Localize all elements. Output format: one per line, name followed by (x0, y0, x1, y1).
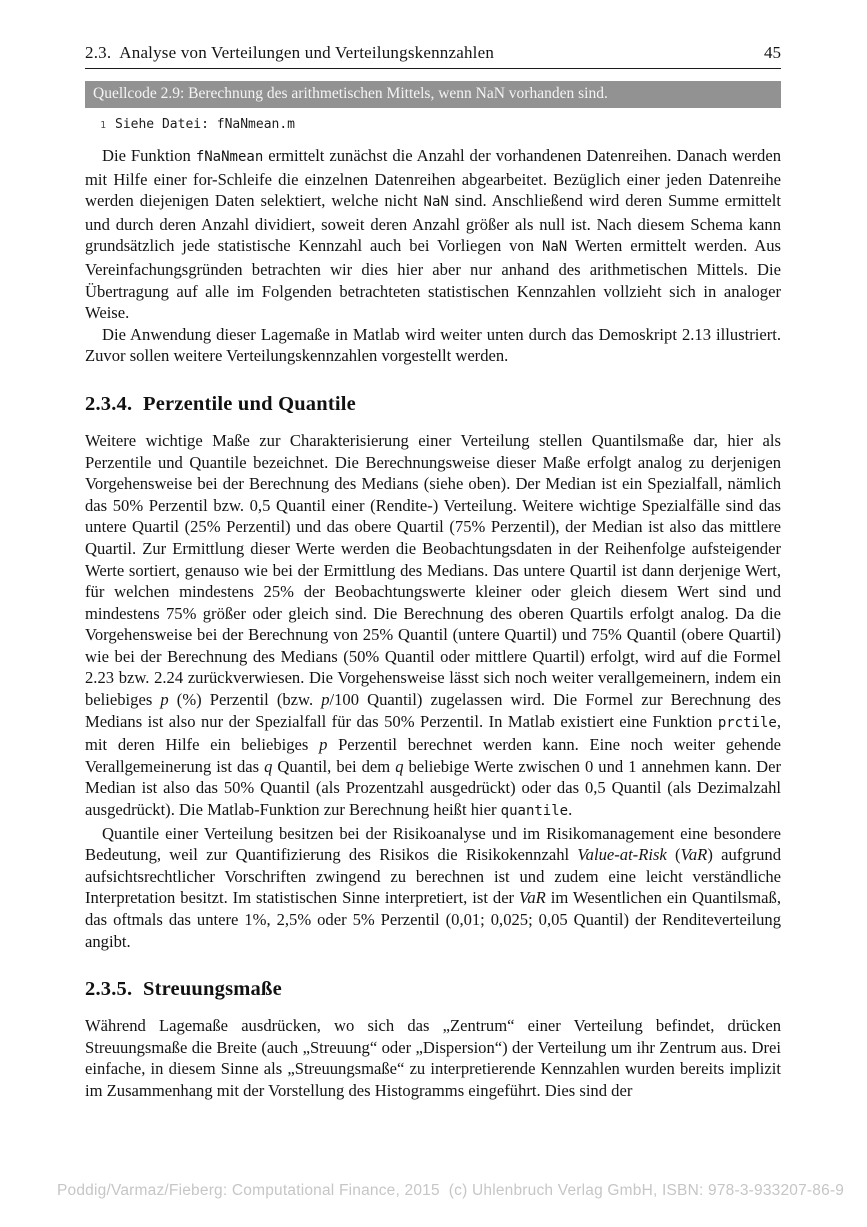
running-header-title: 2.3. Analyse von Verteilungen und Verteilungskennzahlen (85, 43, 495, 62)
paragraph-perzentile-quantile (85, 430, 781, 823)
paragraph-value-at-risk (85, 823, 781, 953)
code-line-number: 1 (100, 120, 106, 131)
text-run: NaN (423, 194, 449, 211)
text-run: fNaNmean (195, 149, 264, 165)
text-run: p (321, 690, 330, 710)
text-run: sind. Anschließend wird deren Summe ermittelt und durch deren Anzahl dividiert, soweit deren Anzahl größer als null ist. Nach diesem Schema kann grundsätzlich jede statistische Kennzahl auch bei Vorliegen von (85, 191, 782, 256)
text-run: p (160, 690, 169, 710)
text-run: ermittelt zunächst die Anzahl der vorhandenen Datenreihen. Danach werden mit Hilfe einer for-Schleife die einzelnen Datenreihen abgearbeitet. Bezüglich einer jeden Datenreihe werden diejenigen Daten selektiert, welche nicht (85, 146, 781, 211)
text-run: Value-at-Risk (577, 845, 667, 865)
text-run: q (264, 756, 273, 776)
text-run: Perzentil berechnet werden kann. Eine noch weiter gehende Verallgemeinerung ist das (85, 735, 781, 776)
text-run: Während Lagemaße ausdrücken, wo sich das „Zentrum“ einer Verteilung befindet, drücken Streuungsmaße die Breite (auch „Streuung“ oder „Dispersion“) der Verteilung um ihr Zentrum aus. Drei einfache, in diesem Sinne als „Streuungsmaße“ zu interpretierende Kennzahlen wurden bereits implizit im Zusammenhang mit der Vorstellung des Histogramms eingeführt. Dies sind der (85, 1016, 781, 1100)
code-text: Siehe Datei: fNaNmean.m (115, 117, 296, 132)
running-header (85, 43, 781, 69)
text-run: /100 Quantil) zugelassen wird. Die Formel zur Berechnung des Medians ist also nur der Spezialfall für das 50% Perzentil. In Matlab existiert eine Funktion (85, 690, 781, 731)
paragraph-streuungsmasse (85, 1015, 781, 1101)
text-run: ( (666, 845, 681, 865)
text-run: beliebige Werte zwischen 0 und 1 annehmen kann. Der Median ist also das 50% Quantil (als Prozentzahl ausgedrückt) oder das 0,5 Quantil (als Dezimalzahl ausgedrückt). Die Matlab-Funktion zur Berechnung heißt hier (85, 756, 781, 820)
text-run: quantile (500, 803, 569, 820)
body-text (85, 145, 781, 1102)
text-run: VaR (519, 888, 546, 908)
text-run: prctile (717, 714, 777, 731)
paragraph-anwendung (85, 324, 781, 367)
text-run: Quantil, bei dem (272, 756, 396, 776)
text-run: Quantile einer Verteilung besitzen bei der Risikoanalyse und im Risikomanagement eine besondere Bedeutung, weil zur Quantifizierung des Risikos die Risikokennzahl (85, 823, 781, 865)
listing-caption-banner (85, 81, 781, 108)
page-footer: Poddig/Varmaz/Fieberg: Computational Finance, 2015 (c) Uhlenbruch Verlag GmbH, ISBN: 978-3-933207-86-9 (57, 1182, 845, 1199)
text-run: (%) Perzentil (bzw. (168, 690, 322, 710)
listing-caption: Quellcode 2.9: Berechnung des arithmetischen Mittels, wenn NaN vorhanden sind. (93, 85, 608, 102)
text-run: Die Funktion (102, 146, 196, 165)
text-run: Die Anwendung dieser Lagemaße in Matlab wird weiter unten durch das Demoskript 2.13 illustriert. Zuvor sollen weitere Verteilungskennzahlen vorgestellt werden. (85, 324, 781, 366)
text-run: VaR (680, 845, 708, 865)
text-run: q (395, 756, 404, 776)
text-run: p (319, 735, 328, 755)
text-run: ) aufgrund aufsichtsrechtlicher Vorschriften zwingend zu berechnen ist und zudem eine leicht verständliche Interpretation besitzt. Im statistischen Sinne interpretiert, ist der (85, 845, 782, 908)
section-heading-2-3-4: 2.3.4. Perzentile und Quantile (85, 392, 356, 415)
text-run: im Wesentlichen ein Quantilsmaß, das oftmals das untere 1%, 2,5% oder 5% Perzentil (0,01; 0,025; 0,05 Quantil) der Renditeverteilung angibt. (85, 888, 781, 951)
page-number: 45 (764, 43, 781, 62)
section-heading-2-3-5: 2.3.5. Streuungsmaße (85, 978, 282, 1001)
text-run: NaN (541, 239, 568, 256)
text-run: Weitere wichtige Maße zur Charakterisierung einer Verteilung stellen Quantilsmaße dar, hier als Perzentile und Quantile bezeichnet. Die Berechnungsweise dieser Maße erfolgt analog zu derjenigen Vorgehensweise bei der Berechnung des Medians (siehe oben). Der Median ist ein Spezialfall, nämlich das 50% Perzentil bzw. 0,5 Quantil einer (Rendite-) Verteilung. Weitere wichtige Spezialfälle sind das untere Quartil (25% Perzentil) und das obere Quartil (75% Perzentil), der Median ist also das mittlere Quartil. Zur Ermittlung dieser Werte werden die Beobachtungsdaten in der Reihenfolge aufsteigender Werte sortiert, genauso wie bei der Ermittlung des Medians. Das untere Quartil ist dann derjenige Wert, für welchen mindestens 25% der Beobachtungswerte kleiner oder gleich diesem Wert sind und mindestens 75% größer oder gleich sind. Die Berechnung des oberen Quartils erfolgt analog. Da die Vorgehensweise bei der Berechnung von 25% Quantil (untere Quartil) und 75% Quantil (obere Quartil) wie bei der Berechnung des Medians (50% Quantil oder mittlere Quartil) erfolgt, wird auf die Formel 2.23 bzw. 2.24 zurückverwiesen. Die Vorgehensweise lässt sich noch weiter verallgemeinern, indem ein beliebiges (85, 430, 781, 710)
text-run: , mit deren Hilfe ein beliebiges (85, 711, 781, 755)
text-run: Werten ermittelt werden. Aus Vereinfachungsgründen betrachten wir dies hier aber nur anhand des arithmetischen Mittels. Die Übertragung auf alle im Folgenden betrachteten statistischen Kennzahlen vollzieht sich in analoger Weise. (85, 236, 782, 323)
code-listing-line (85, 117, 781, 132)
page-content (85, 0, 781, 1102)
text-run: . (568, 800, 573, 820)
paragraph-fnanmean (85, 145, 781, 324)
